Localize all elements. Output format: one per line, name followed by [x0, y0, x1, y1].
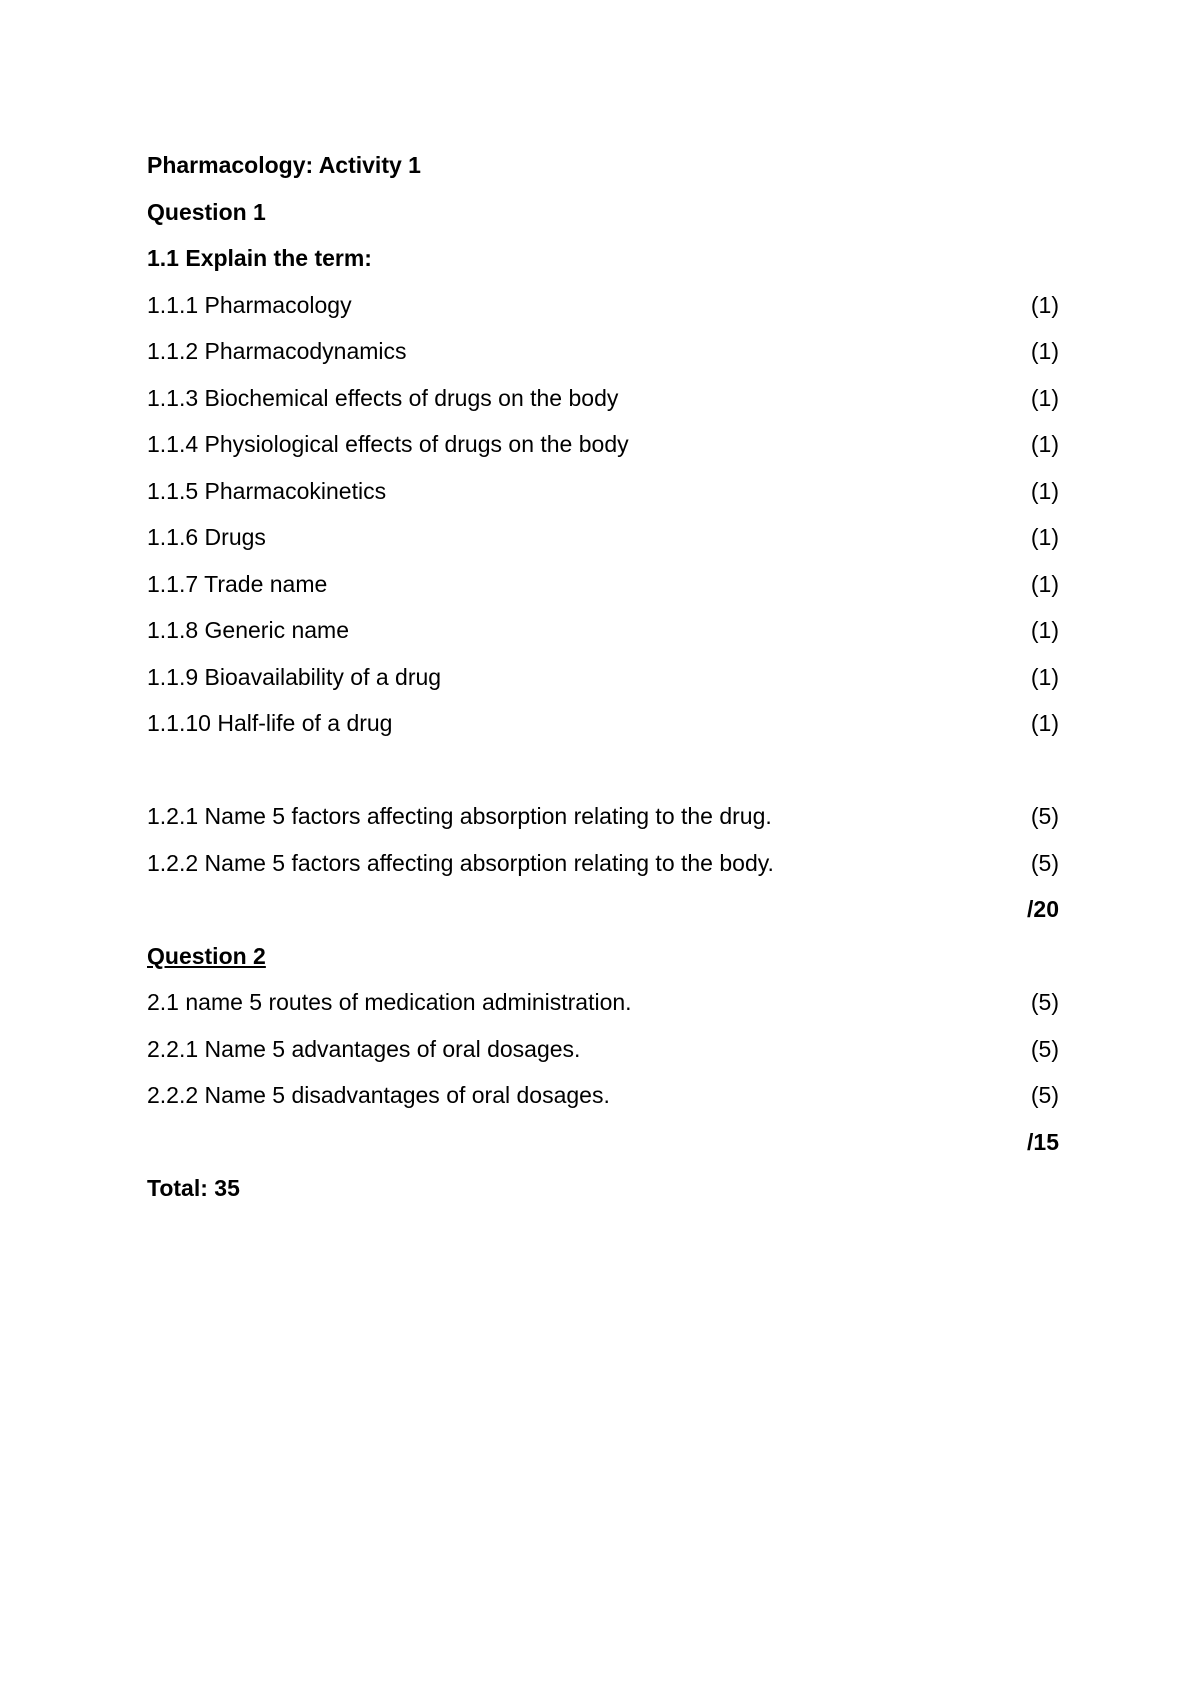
question-item-label: 1.2.2 Name 5 factors affecting absorption relating to the body. [147, 849, 774, 876]
question-item [147, 1072, 1059, 1119]
question-item [147, 514, 1059, 561]
blank-line [147, 747, 1059, 794]
question-item [147, 421, 1059, 468]
question-1-heading: Question 1 [147, 198, 266, 225]
question-2-heading: Question 2 [147, 942, 266, 969]
question-item-label: 1.2.1 Name 5 factors affecting absorption relating to the drug. [147, 803, 772, 829]
question-item-mark: (1) [1030, 384, 1059, 411]
question-item-mark: (5) [1030, 989, 1059, 1015]
grand-total: Total: 35 [147, 1175, 240, 1201]
question-item-mark: (1) [1030, 617, 1059, 643]
question-item-label: 2.1 name 5 routes of medication administration. [147, 989, 632, 1015]
question-item-mark: (1) [1030, 338, 1059, 364]
question-item [147, 700, 1059, 747]
question-item [147, 793, 1059, 840]
question-item-mark: (1) [1030, 477, 1059, 504]
question-item [147, 375, 1059, 422]
question-2-subtotal: /15 [1027, 1128, 1059, 1155]
question-1-1-subheading: 1.1 Explain the term: [147, 245, 372, 271]
question-item-label: 1.1.3 Biochemical effects of drugs on the body [147, 384, 619, 411]
question-item-label: 1.1.8 Generic name [147, 617, 350, 643]
question-item-label: 1.1.10 Half-life of a drug [147, 710, 393, 736]
question-item [147, 840, 1059, 887]
question-item-label: 1.1.9 Bioavailability of a drug [147, 663, 442, 690]
question-item-label: 2.2.1 Name 5 advantages of oral dosages. [147, 1035, 581, 1062]
question-item-mark: (5) [1030, 1082, 1059, 1108]
question-item [147, 654, 1059, 701]
question-item-label: 1.1.4 Physiological effects of drugs on the body [147, 431, 629, 457]
question-item-label: 1.1.2 Pharmacodynamics [147, 338, 407, 364]
question-1-subtotal: /20 [1027, 896, 1059, 922]
question-item-mark: (1) [1030, 663, 1059, 690]
document-title: Pharmacology: Activity 1 [147, 152, 421, 178]
question-item-label: 1.1.1 Pharmacology [147, 291, 352, 318]
question-item-label: 1.1.5 Pharmacokinetics [147, 477, 387, 504]
question-item [147, 561, 1059, 608]
question-item-label: 1.1.6 Drugs [147, 524, 266, 550]
question-item-mark: (5) [1030, 803, 1059, 829]
question-item-mark: (1) [1030, 291, 1059, 318]
question-item-mark: (1) [1030, 710, 1059, 736]
question-item-mark: (1) [1030, 570, 1059, 597]
question-item [147, 979, 1059, 1026]
question-item [147, 468, 1059, 515]
question-item [147, 1026, 1059, 1073]
question-item-mark: (1) [1030, 431, 1059, 457]
question-item-mark: (5) [1030, 849, 1059, 876]
question-item [147, 607, 1059, 654]
question-item [147, 328, 1059, 375]
question-item-mark: (1) [1030, 524, 1059, 550]
question-item-mark: (5) [1030, 1035, 1059, 1062]
question-item-label: 2.2.2 Name 5 disadvantages of oral dosages. [147, 1082, 610, 1108]
document-content [147, 142, 1059, 1212]
question-item [147, 282, 1059, 329]
question-item-label: 1.1.7 Trade name [147, 570, 328, 597]
